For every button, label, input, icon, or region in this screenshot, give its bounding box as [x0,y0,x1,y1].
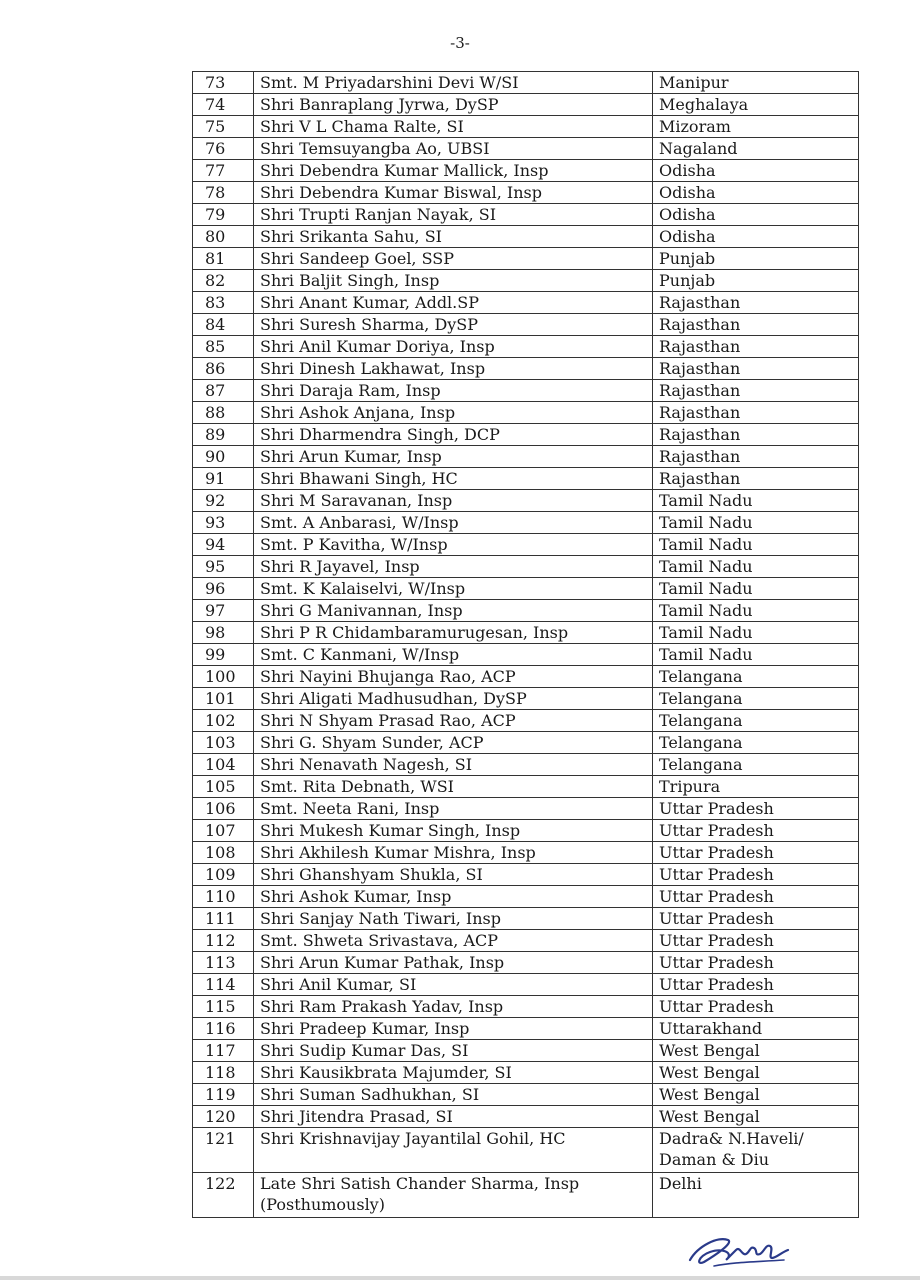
table-row [193,226,859,248]
table-row [193,820,859,842]
serial-number-cell: 74 [193,94,254,116]
name-cell: Shri Sudip Kumar Das, SI [254,1040,653,1062]
name-cell: Shri Sanjay Nath Tiwari, Insp [254,908,653,930]
name-cell: Shri Anil Kumar Doriya, Insp [254,336,653,358]
serial-number-cell: 117 [193,1040,254,1062]
serial-number-cell: 103 [193,732,254,754]
table-row [193,622,859,644]
state-cell: Delhi [653,1173,859,1218]
table-row [193,248,859,270]
serial-number-cell: 86 [193,358,254,380]
serial-number-cell: 105 [193,776,254,798]
table-row [193,710,859,732]
state-cell: Uttar Pradesh [653,842,859,864]
table-row [193,468,859,490]
state-cell: Rajasthan [653,314,859,336]
name-cell: Smt. Shweta Srivastava, ACP [254,930,653,952]
state-cell: Tamil Nadu [653,490,859,512]
table-row [193,446,859,468]
serial-number-cell: 104 [193,754,254,776]
name-cell: Shri Baljit Singh, Insp [254,270,653,292]
state-cell: West Bengal [653,1062,859,1084]
name-cell: Shri Ram Prakash Yadav, Insp [254,996,653,1018]
name-cell: Shri M Saravanan, Insp [254,490,653,512]
table-row [193,402,859,424]
table-row [193,886,859,908]
state-cell: Uttar Pradesh [653,952,859,974]
serial-number-cell: 78 [193,182,254,204]
state-cell: Uttar Pradesh [653,996,859,1018]
table-row [193,600,859,622]
serial-number-cell: 109 [193,864,254,886]
serial-number-cell: 80 [193,226,254,248]
table-row [193,666,859,688]
table-row [193,556,859,578]
state-cell: Tamil Nadu [653,556,859,578]
name-cell: Shri Jitendra Prasad, SI [254,1106,653,1128]
serial-number-cell: 83 [193,292,254,314]
state-cell: Tamil Nadu [653,512,859,534]
serial-number-cell: 115 [193,996,254,1018]
name-cell: Shri Suresh Sharma, DySP [254,314,653,336]
table-row [193,72,859,94]
state-cell: Rajasthan [653,336,859,358]
awardees-table [192,71,859,1218]
table-row [193,512,859,534]
serial-number-cell: 93 [193,512,254,534]
state-cell: Rajasthan [653,380,859,402]
name-cell: Shri Kausikbrata Majumder, SI [254,1062,653,1084]
name-cell: Shri Banraplang Jyrwa, DySP [254,94,653,116]
serial-number-cell: 98 [193,622,254,644]
name-cell: Smt. M Priyadarshini Devi W/SI [254,72,653,94]
state-cell: Tamil Nadu [653,644,859,666]
name-cell: Shri Srikanta Sahu, SI [254,226,653,248]
serial-number-cell: 122 [193,1173,254,1218]
name-cell: Shri G Manivannan, Insp [254,600,653,622]
table-row [193,534,859,556]
table-row [193,776,859,798]
serial-number-cell: 96 [193,578,254,600]
table-row [193,336,859,358]
name-cell: Late Shri Satish Chander Sharma, Insp (Posthumously) [254,1173,653,1218]
state-cell: West Bengal [653,1084,859,1106]
table-row [193,1106,859,1128]
serial-number-cell: 87 [193,380,254,402]
name-cell: Shri Debendra Kumar Mallick, Insp [254,160,653,182]
name-cell: Shri Sandeep Goel, SSP [254,248,653,270]
table-row [193,644,859,666]
name-cell: Shri Suman Sadhukhan, SI [254,1084,653,1106]
state-cell: Odisha [653,182,859,204]
table-row [193,908,859,930]
name-cell: Shri Nayini Bhujanga Rao, ACP [254,666,653,688]
state-cell: Odisha [653,204,859,226]
serial-number-cell: 89 [193,424,254,446]
serial-number-cell: 116 [193,1018,254,1040]
serial-number-cell: 73 [193,72,254,94]
table-row [193,1018,859,1040]
state-cell: Rajasthan [653,402,859,424]
signature-icon [684,1226,794,1272]
table-row [193,732,859,754]
serial-number-cell: 92 [193,490,254,512]
table-row [193,94,859,116]
table-row [193,1173,859,1218]
state-cell: Rajasthan [653,468,859,490]
name-cell: Shri Nenavath Nagesh, SI [254,754,653,776]
state-cell: Mizoram [653,116,859,138]
name-cell: Shri R Jayavel, Insp [254,556,653,578]
serial-number-cell: 91 [193,468,254,490]
table-row [193,930,859,952]
state-cell: Uttarakhand [653,1018,859,1040]
state-cell: Telangana [653,732,859,754]
serial-number-cell: 94 [193,534,254,556]
table-row [193,182,859,204]
table-row [193,314,859,336]
serial-number-cell: 120 [193,1106,254,1128]
serial-number-cell: 121 [193,1128,254,1173]
state-cell: Tamil Nadu [653,578,859,600]
table-row [193,688,859,710]
state-cell: Rajasthan [653,358,859,380]
name-cell: Smt. A Anbarasi, W/Insp [254,512,653,534]
name-cell: Smt. K Kalaiselvi, W/Insp [254,578,653,600]
name-cell: Shri Ashok Anjana, Insp [254,402,653,424]
name-cell: Smt. Rita Debnath, WSI [254,776,653,798]
table-row [193,270,859,292]
serial-number-cell: 101 [193,688,254,710]
table-row [193,490,859,512]
state-cell: Rajasthan [653,446,859,468]
state-cell: Nagaland [653,138,859,160]
name-cell: Shri Dinesh Lakhawat, Insp [254,358,653,380]
name-cell: Shri Bhawani Singh, HC [254,468,653,490]
table-row [193,1040,859,1062]
state-cell: Meghalaya [653,94,859,116]
state-cell: Punjab [653,270,859,292]
state-cell: Odisha [653,226,859,248]
state-cell: West Bengal [653,1040,859,1062]
serial-number-cell: 106 [193,798,254,820]
name-cell: Shri Krishnavijay Jayantilal Gohil, HC [254,1128,653,1173]
serial-number-cell: 97 [193,600,254,622]
table-row [193,138,859,160]
name-cell: Shri G. Shyam Sunder, ACP [254,732,653,754]
table-row [193,116,859,138]
state-cell: Telangana [653,754,859,776]
state-cell: Telangana [653,710,859,732]
table-row [193,292,859,314]
table-row [193,974,859,996]
scan-edge [0,1276,920,1280]
name-cell: Smt. P Kavitha, W/Insp [254,534,653,556]
table-row [193,1062,859,1084]
state-cell: Tamil Nadu [653,622,859,644]
table-row [193,952,859,974]
serial-number-cell: 76 [193,138,254,160]
serial-number-cell: 119 [193,1084,254,1106]
name-cell: Shri Temsuyangba Ao, UBSI [254,138,653,160]
state-cell: Tripura [653,776,859,798]
serial-number-cell: 79 [193,204,254,226]
name-cell: Shri Ashok Kumar, Insp [254,886,653,908]
table-row [193,798,859,820]
table-row [193,160,859,182]
serial-number-cell: 100 [193,666,254,688]
name-cell: Shri Debendra Kumar Biswal, Insp [254,182,653,204]
serial-number-cell: 113 [193,952,254,974]
state-cell: Uttar Pradesh [653,886,859,908]
table-row [193,1084,859,1106]
table-row [193,842,859,864]
state-cell: Rajasthan [653,292,859,314]
name-cell: Shri Arun Kumar Pathak, Insp [254,952,653,974]
state-cell: Tamil Nadu [653,600,859,622]
state-cell: Telangana [653,666,859,688]
name-cell: Shri Trupti Ranjan Nayak, SI [254,204,653,226]
table-row [193,424,859,446]
serial-number-cell: 95 [193,556,254,578]
name-cell: Shri V L Chama Ralte, SI [254,116,653,138]
serial-number-cell: 90 [193,446,254,468]
name-cell: Shri Pradeep Kumar, Insp [254,1018,653,1040]
serial-number-cell: 108 [193,842,254,864]
name-cell: Shri Anil Kumar, SI [254,974,653,996]
state-cell: Uttar Pradesh [653,908,859,930]
serial-number-cell: 84 [193,314,254,336]
serial-number-cell: 118 [193,1062,254,1084]
state-cell: Uttar Pradesh [653,864,859,886]
serial-number-cell: 111 [193,908,254,930]
state-cell: Manipur [653,72,859,94]
state-cell: West Bengal [653,1106,859,1128]
serial-number-cell: 112 [193,930,254,952]
state-cell: Uttar Pradesh [653,930,859,952]
table-row [193,754,859,776]
serial-number-cell: 85 [193,336,254,358]
name-cell: Shri Aligati Madhusudhan, DySP [254,688,653,710]
serial-number-cell: 114 [193,974,254,996]
name-cell: Shri P R Chidambaramurugesan, Insp [254,622,653,644]
serial-number-cell: 81 [193,248,254,270]
serial-number-cell: 82 [193,270,254,292]
state-cell: Rajasthan [653,424,859,446]
state-cell: Tamil Nadu [653,534,859,556]
table-row [193,358,859,380]
table-row [193,1128,859,1173]
serial-number-cell: 110 [193,886,254,908]
state-cell: Uttar Pradesh [653,798,859,820]
serial-number-cell: 107 [193,820,254,842]
table-row [193,204,859,226]
state-cell: Uttar Pradesh [653,974,859,996]
page-number: -3- [450,34,470,52]
state-cell: Odisha [653,160,859,182]
name-cell: Shri Arun Kumar, Insp [254,446,653,468]
table-row [193,380,859,402]
name-cell: Shri Ghanshyam Shukla, SI [254,864,653,886]
name-cell: Shri Anant Kumar, Addl.SP [254,292,653,314]
name-cell: Shri Daraja Ram, Insp [254,380,653,402]
table-row [193,864,859,886]
name-cell: Shri Dharmendra Singh, DCP [254,424,653,446]
table-row [193,578,859,600]
serial-number-cell: 102 [193,710,254,732]
state-cell: Punjab [653,248,859,270]
serial-number-cell: 88 [193,402,254,424]
name-cell: Shri Mukesh Kumar Singh, Insp [254,820,653,842]
state-cell: Dadra& N.Haveli/ Daman & Diu [653,1128,859,1173]
serial-number-cell: 75 [193,116,254,138]
serial-number-cell: 77 [193,160,254,182]
table-row [193,996,859,1018]
name-cell: Shri N Shyam Prasad Rao, ACP [254,710,653,732]
state-cell: Uttar Pradesh [653,820,859,842]
name-cell: Smt. Neeta Rani, Insp [254,798,653,820]
state-cell: Telangana [653,688,859,710]
name-cell: Shri Akhilesh Kumar Mishra, Insp [254,842,653,864]
name-cell: Smt. C Kanmani, W/Insp [254,644,653,666]
serial-number-cell: 99 [193,644,254,666]
